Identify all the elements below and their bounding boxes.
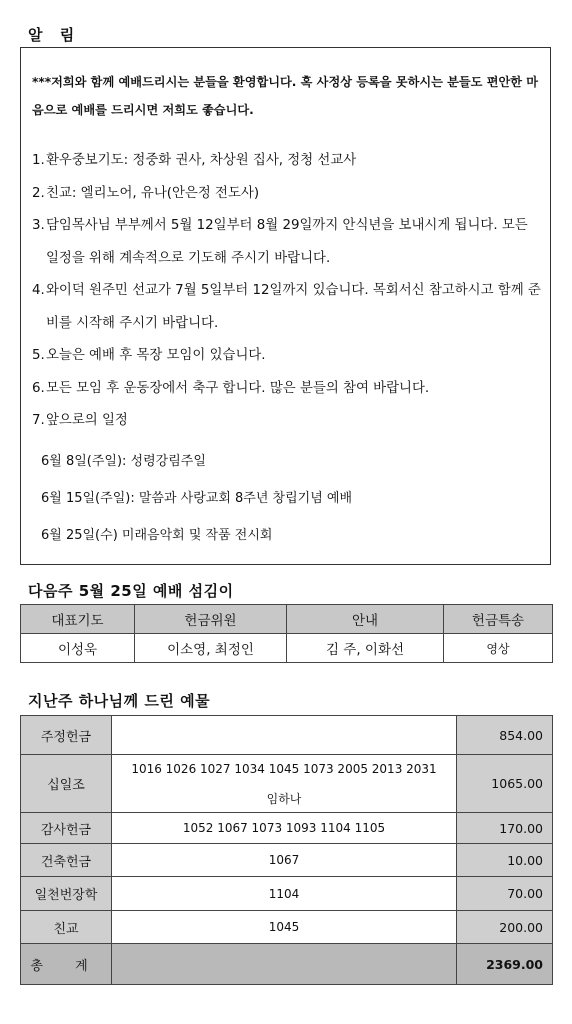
table-row: [21, 634, 553, 663]
offering-amount: 1065.00: [457, 755, 553, 813]
table-row: [21, 911, 553, 944]
table-row: [21, 755, 553, 813]
notice-item: [32, 210, 541, 275]
greeters: 김 주, 이화선: [287, 634, 444, 663]
table-row: [21, 877, 553, 911]
item-number: 2.: [32, 185, 45, 201]
table-row: [21, 813, 553, 844]
item-text: 모든 모임 후 운동장에서 축구 합니다. 많은 분들의 참여 바랍니다.: [46, 380, 430, 396]
notice-box: [20, 47, 551, 565]
notice-item: [32, 178, 541, 211]
item-number: 6.: [32, 380, 45, 396]
notice-item: [32, 373, 541, 406]
upcoming-schedule: [32, 443, 541, 554]
offering-amount: 70.00: [457, 877, 553, 911]
notice-item: [32, 405, 541, 438]
item-number: 3.: [32, 218, 45, 233]
total-amount: 2369.00: [457, 944, 553, 985]
column-header: 헌금위원: [135, 605, 287, 634]
prayer-leader: 이성욱: [21, 634, 135, 663]
schedule-item: 6월 15일(주일): 말씀과 사랑교회 8주년 창립기념 예배: [41, 490, 353, 506]
schedule-item: 6월 8일(주일): 성령강림주일: [41, 453, 206, 469]
column-header: 안내: [287, 605, 444, 634]
offering-label: 감사헌금: [21, 813, 112, 844]
offering-numbers: 1067: [112, 844, 457, 877]
offering-numbers-line: 1016 1026 1027 1034 1045 1073 2005 2013 2031: [131, 761, 437, 776]
item-number: 1.: [32, 153, 45, 168]
item-text: 담임목사님 부부께서 5월 12일부터 8월 29일까지 안식년을 보내시게 됩니다. 모든 일정을 위해 계속적으로 기도해 주시기 바랍니다.: [46, 218, 528, 266]
item-text: 앞으로의 일정: [46, 413, 128, 428]
offering-label: 주정헌금: [21, 716, 112, 755]
table-header-row: [21, 605, 553, 634]
offering-label: 일천번장학: [21, 877, 112, 911]
total-row: [21, 944, 553, 985]
notice-item: [32, 275, 541, 340]
offering-numbers: 1052 1067 1073 1093 1104 1105: [112, 813, 457, 844]
column-header: 헌금특송: [444, 605, 553, 634]
offering-table: [20, 715, 553, 985]
offering-amount: 170.00: [457, 813, 553, 844]
item-text: 오늘은 예배 후 목장 모임이 있습니다.: [46, 348, 266, 363]
item-text: 친교: 엘리노어, 유나(안은정 전도사): [46, 185, 260, 201]
offering-label: 친교: [21, 911, 112, 944]
offering-title: 지난주 하나님께 드린 예물: [28, 692, 211, 710]
offering-numbers: [112, 755, 457, 813]
item-text: 환우중보기도: 정중화 권사, 차상원 집사, 정청 선교사: [46, 153, 357, 168]
notice-title: 알 림: [28, 26, 81, 44]
item-number: 4.: [32, 283, 45, 298]
offering-amount: 200.00: [457, 911, 553, 944]
table-row: [21, 716, 553, 755]
offering-amount: 854.00: [457, 716, 553, 755]
notice-list: [32, 145, 541, 438]
service-title: 다음주 5월 25일 예배 섬김이: [28, 582, 234, 600]
offering-numbers: [112, 716, 457, 755]
offering-label: 십일조: [21, 755, 112, 813]
item-number: 5.: [32, 348, 45, 363]
offering-numbers: 1045: [112, 911, 457, 944]
welcome-message: ***저희와 함께 예배드리시는 분들을 환영합니다. 혹 사정상 등록을 못하시는 분들도 편안한 마음으로 예배를 드리시면 저희도 좋습니다.: [32, 75, 539, 117]
notice-item: [32, 145, 541, 178]
item-text: 와이덕 원주민 선교가 7월 5일부터 12일까지 있습니다. 목회서신 참고하시고 함께 준비를 시작해 주시기 바랍니다.: [46, 283, 541, 331]
notice-item: [32, 340, 541, 373]
offering-numbers: 1104: [112, 877, 457, 911]
total-spacer: [112, 944, 457, 985]
total-label: 총 계: [21, 944, 112, 985]
offering-numbers-name: 임하나: [266, 791, 302, 806]
service-table: [20, 604, 553, 663]
offering-label: 건축헌금: [21, 844, 112, 877]
offering-ushers: 이소영, 최정인: [135, 634, 287, 663]
offering-amount: 10.00: [457, 844, 553, 877]
item-number: 7.: [32, 413, 45, 428]
schedule-item: 6월 25일(수) 미래음악회 및 작품 전시회: [41, 527, 273, 543]
column-header: 대표기도: [21, 605, 135, 634]
offering-special: 영상: [444, 634, 553, 663]
table-row: [21, 844, 553, 877]
